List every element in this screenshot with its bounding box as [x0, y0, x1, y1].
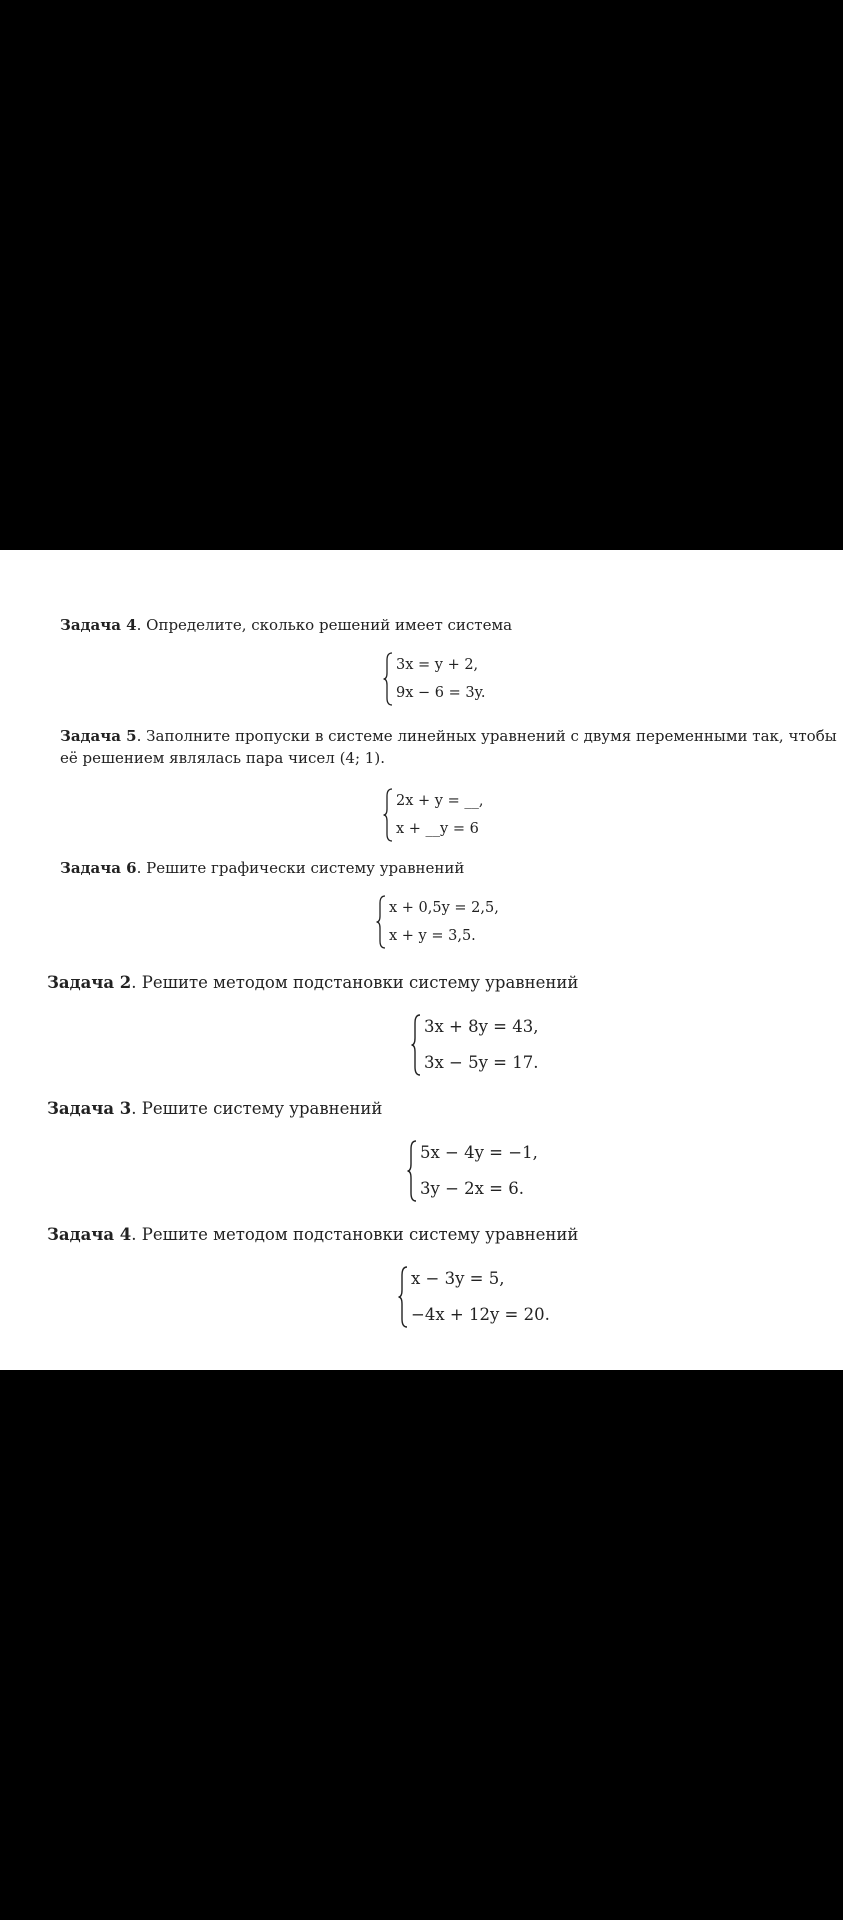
task-title: Задача 4 — [47, 1225, 132, 1244]
equation-line: 3x − 5y = 17. — [424, 1053, 539, 1072]
brace-icon — [376, 895, 386, 949]
task-text: . Решите графически систему уравнений — [136, 859, 465, 877]
equation-line: −4x + 12y = 20. — [411, 1305, 550, 1324]
equation-line: 3y − 2x = 6. — [420, 1179, 524, 1198]
task-statement — [47, 1098, 827, 1120]
task-title: Задача 5 — [60, 727, 137, 745]
task-statement — [60, 725, 840, 769]
task-title: Задача 3 — [47, 1099, 132, 1118]
task-statement — [47, 972, 827, 994]
task-text: . Решите методом подстановки систему уравнений — [131, 1225, 579, 1244]
task-statement — [47, 1224, 827, 1246]
document-page — [0, 550, 843, 1370]
equation-line: x − 3y = 5, — [411, 1269, 505, 1288]
task-text: . Определите, сколько решений имеет система — [136, 616, 513, 634]
equation-line: x + __y = 6 — [396, 821, 479, 837]
brace-icon — [407, 1140, 417, 1202]
equation-system — [383, 788, 483, 842]
task-text: . Решите методом подстановки систему уравнений — [131, 973, 579, 992]
equation-system — [376, 895, 499, 949]
equation-line: x + 0,5y = 2,5, — [389, 900, 499, 916]
brace-icon — [398, 1266, 408, 1328]
task-statement — [60, 857, 840, 879]
equation-system — [383, 652, 485, 706]
equation-line: 3x = y + 2, — [396, 657, 479, 673]
task-text: . Заполните пропуски в системе линейных уравнений с двумя переменными так, чтобы — [136, 727, 837, 745]
equation-line: 5x − 4y = −1, — [420, 1143, 538, 1162]
brace-icon — [383, 652, 393, 706]
equation-system — [407, 1140, 538, 1202]
equation-system — [411, 1014, 539, 1076]
equation-line: 3x + 8y = 43, — [424, 1017, 539, 1036]
task-text: . Решите систему уравнений — [131, 1099, 383, 1118]
equation-system — [398, 1266, 550, 1328]
task-statement — [60, 614, 840, 636]
equation-line: 2x + y = __, — [396, 793, 484, 809]
task-title: Задача 6 — [60, 859, 137, 877]
equation-line: 9x − 6 = 3y. — [396, 685, 486, 701]
task-title: Задача 4 — [60, 616, 137, 634]
brace-icon — [411, 1014, 421, 1076]
brace-icon — [383, 788, 393, 842]
equation-line: x + y = 3,5. — [389, 928, 476, 944]
task-text-continued: её решением являлась пара чисел (4; 1). — [60, 749, 385, 767]
task-title: Задача 2 — [47, 973, 132, 992]
